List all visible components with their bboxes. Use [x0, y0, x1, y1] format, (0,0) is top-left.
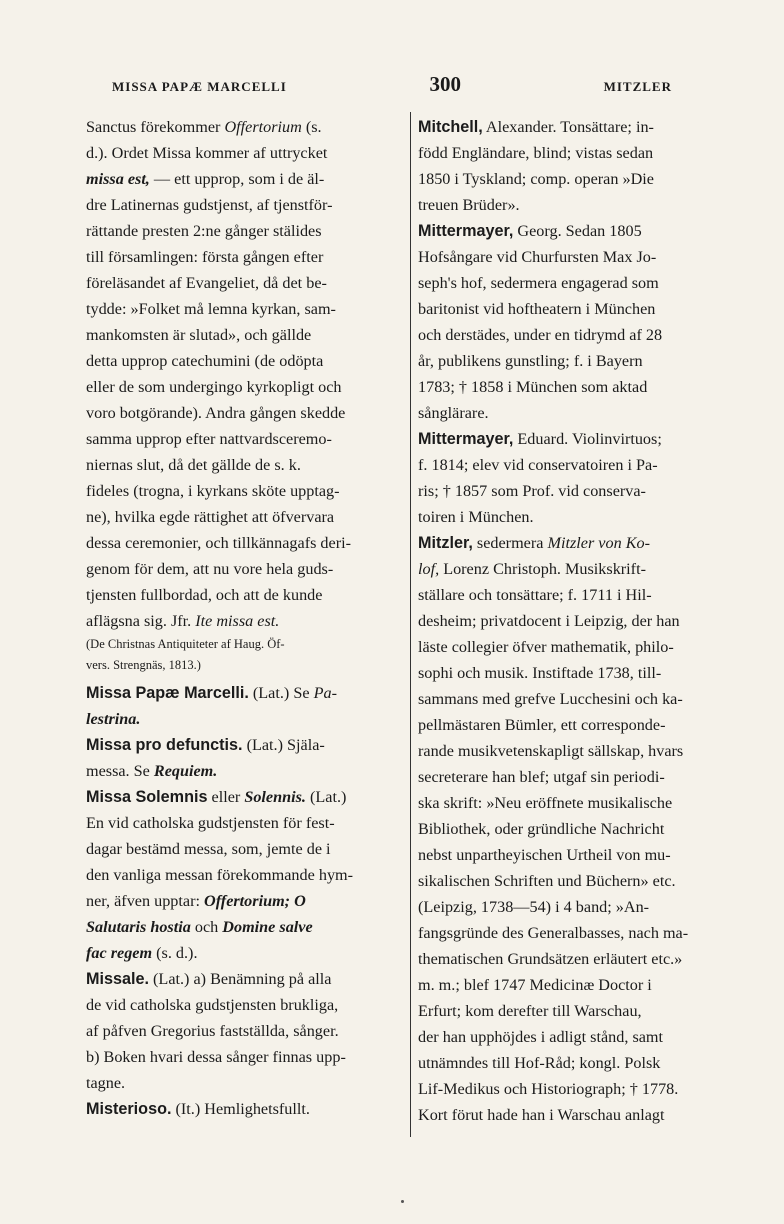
page-number: 300: [429, 72, 461, 96]
entry-mittermayer-eduard: Mittermayer, Eduard. Violinvirtuos;: [418, 430, 662, 448]
text-line: mankomsten är slutad», och gällde: [86, 326, 312, 344]
text-line: tjensten fullbordad, och att de kunde: [86, 586, 323, 604]
text-line: den vanliga messan förekommande hym-: [86, 866, 354, 884]
text-line: der han upphöjdes i adligt stånd, samt: [418, 1028, 664, 1046]
column-divider: [410, 112, 411, 1137]
text-line: toiren i München.: [418, 508, 534, 526]
entry-mitzler: Mitzler, sedermera Mitzler von Ko-: [418, 534, 650, 552]
text-line: sikalischen Schriften und Büchern» etc.: [418, 872, 676, 890]
text-line: 1783; † 1858 i München som aktad: [418, 378, 648, 396]
text-line: detta upprop catechumini (de odöpta: [86, 352, 324, 370]
text-line: läste collegier öfver mathematik, philo-: [418, 638, 674, 656]
text-line: fangsgründe des Generalbasses, nach ma-: [418, 924, 689, 942]
text-line: dagar bestämd messa, som, jemte de i: [86, 840, 331, 858]
text-line: tagne.: [86, 1074, 126, 1092]
entry-misterioso: Misterioso. (It.) Hemlighetsfullt.: [86, 1100, 310, 1118]
text-line: desheim; privatdocent i Leipzig, der han: [418, 612, 680, 630]
text-line: m. m.; blef 1747 Medicinæ Doctor i: [418, 976, 652, 994]
text-line: Hofsångare vid Churfursten Max Jo-: [418, 248, 657, 266]
left-column: [86, 114, 402, 1122]
footnote-line: vers. Strengnäs, 1813.): [86, 658, 201, 672]
text-line: thematischen Grundsätzen erläutert etc.»: [418, 950, 683, 968]
text-line: född Engländare, blind; vistas sedan: [418, 144, 654, 162]
text-line: rande musikvetenskapligt sällskap, hvars: [418, 742, 684, 760]
text-line: sånglärare.: [418, 404, 489, 422]
text-line: föreläsandet af Evangeliet, då det be-: [86, 274, 327, 292]
text-line: sammans med grefve Lucchesini och ka-: [418, 690, 683, 708]
text-line: Lif-Medikus och Historiograph; † 1778.: [418, 1080, 679, 1098]
text-line: niernas slut, då det gällde de s. k.: [86, 456, 301, 474]
text-line: aflägsna sig. Jfr. Ite missa est.: [86, 612, 280, 630]
text-line: tydde: »Folket må lemna kyrkan, sam-: [86, 300, 336, 318]
right-column: [418, 114, 734, 1128]
text-line: ställare och tonsättare; f. 1711 i Hil-: [418, 586, 652, 604]
text-line: ner, äfven upptar: Offertorium; O: [86, 892, 306, 910]
text-line: d.). Ordet Missa kommer af uttrycket: [86, 144, 328, 162]
text-line: messa. Se Requiem.: [86, 762, 218, 780]
text-line: seph's hof, sedermera engagerad som: [418, 274, 659, 292]
running-header: [112, 72, 672, 102]
text-line: Erfurt; kom derefter till Warschau,: [418, 1002, 642, 1020]
header-left: MISSA PAPÆ MARCELLI: [112, 79, 287, 94]
entry-mittermayer-georg: Mittermayer, Georg. Sedan 1805: [418, 222, 642, 240]
text-line: nebst unpartheyischen Urtheil von mu-: [418, 846, 671, 864]
text-line: Kort förut hade han i Warschau anlagt: [418, 1106, 665, 1124]
text-line: lestrina.: [86, 710, 141, 728]
text-line: baritonist vid hoftheatern i München: [418, 300, 656, 318]
text-line: En vid catholska gudstjensten för fest-: [86, 814, 335, 832]
text-line: genom för dem, att nu vore hela guds-: [86, 560, 334, 578]
text-line: b) Boken hvari dessa sånger finnas upp-: [86, 1048, 346, 1066]
text-line: de vid catholska gudstjensten brukliga,: [86, 996, 339, 1014]
text-line: lof, Lorenz Christoph. Musikskrift-: [418, 560, 646, 578]
text-line: ska skrift: »Neu eröffnete musikalische: [418, 794, 673, 812]
text-line: secreterare han blef; utgaf sin periodi-: [418, 768, 665, 786]
text-line: dessa ceremonier, och tillkännagafs deri-: [86, 534, 351, 552]
text-line: fideles (trogna, i kyrkans sköte upptag-: [86, 482, 340, 500]
text-line: ne), hvilka egde rättighet att öfvervara: [86, 508, 335, 526]
text-line: sophi och musik. Instiftade 1738, till-: [418, 664, 662, 682]
entry-missa-pro-defunctis: Missa pro defunctis. (Lat.) Själa-: [86, 736, 325, 754]
text-line: år, publikens gunstling; f. i Bayern: [418, 352, 643, 370]
entry-missa-solemnis: Missa Solemnis eller Solennis. (Lat.): [86, 788, 347, 806]
text-line: Bibliothek, oder gründliche Nachricht: [418, 820, 665, 838]
text-line: (Leipzig, 1738—54) i 4 band; »An-: [418, 898, 650, 916]
text-line: utnämndes till Hof-Råd; kongl. Polsk: [418, 1054, 661, 1072]
text-line: och derstädes, under en tidrymd af 28: [418, 326, 663, 344]
header-right: MITZLER: [603, 79, 672, 94]
entry-missale: Missale. (Lat.) a) Benämning på alla: [86, 970, 332, 988]
text-line: eller de som undergingo kyrkopligt och: [86, 378, 342, 396]
entry-missa-papae-marcelli: Missa Papæ Marcelli. (Lat.) Se Pa-: [86, 684, 337, 702]
text-line: samma upprop efter nattvardsceremo-: [86, 430, 332, 448]
text-line: missa est, — ett upprop, som i de äl-: [86, 170, 325, 188]
text-line: pellmästaren Bümler, ett corresponde-: [418, 716, 666, 734]
text-line: till församlingen: första gången efter: [86, 248, 324, 266]
entry-mitchell: Mitchell, Alexander. Tonsättare; in-: [418, 118, 654, 136]
text-line: treuen Brüder».: [418, 196, 520, 214]
text-line: ris; † 1857 som Prof. vid conserva-: [418, 482, 646, 500]
text-line: Salutaris hostia och Domine salve: [86, 918, 313, 936]
text-line: Sanctus förekommer Offertorium (s.: [86, 118, 322, 136]
footnote-line: (De Christnas Antiquiteter af Haug. Öf-: [86, 637, 285, 651]
print-speck: [401, 1200, 404, 1203]
text-line: rättande presten 2:ne gånger stälides: [86, 222, 322, 240]
text-line: dre Latinernas gudstjenst, af tjenstför-: [86, 196, 333, 214]
text-line: af påfven Gregorius fastställda, sånger.: [86, 1022, 339, 1040]
text-line: f. 1814; elev vid conservatoiren i Pa-: [418, 456, 658, 474]
text-line: 1850 i Tyskland; comp. operan »Die: [418, 170, 654, 188]
text-line: fac regem (s. d.).: [86, 944, 198, 962]
text-line: voro botgörande). Andra gången skedde: [86, 404, 346, 422]
